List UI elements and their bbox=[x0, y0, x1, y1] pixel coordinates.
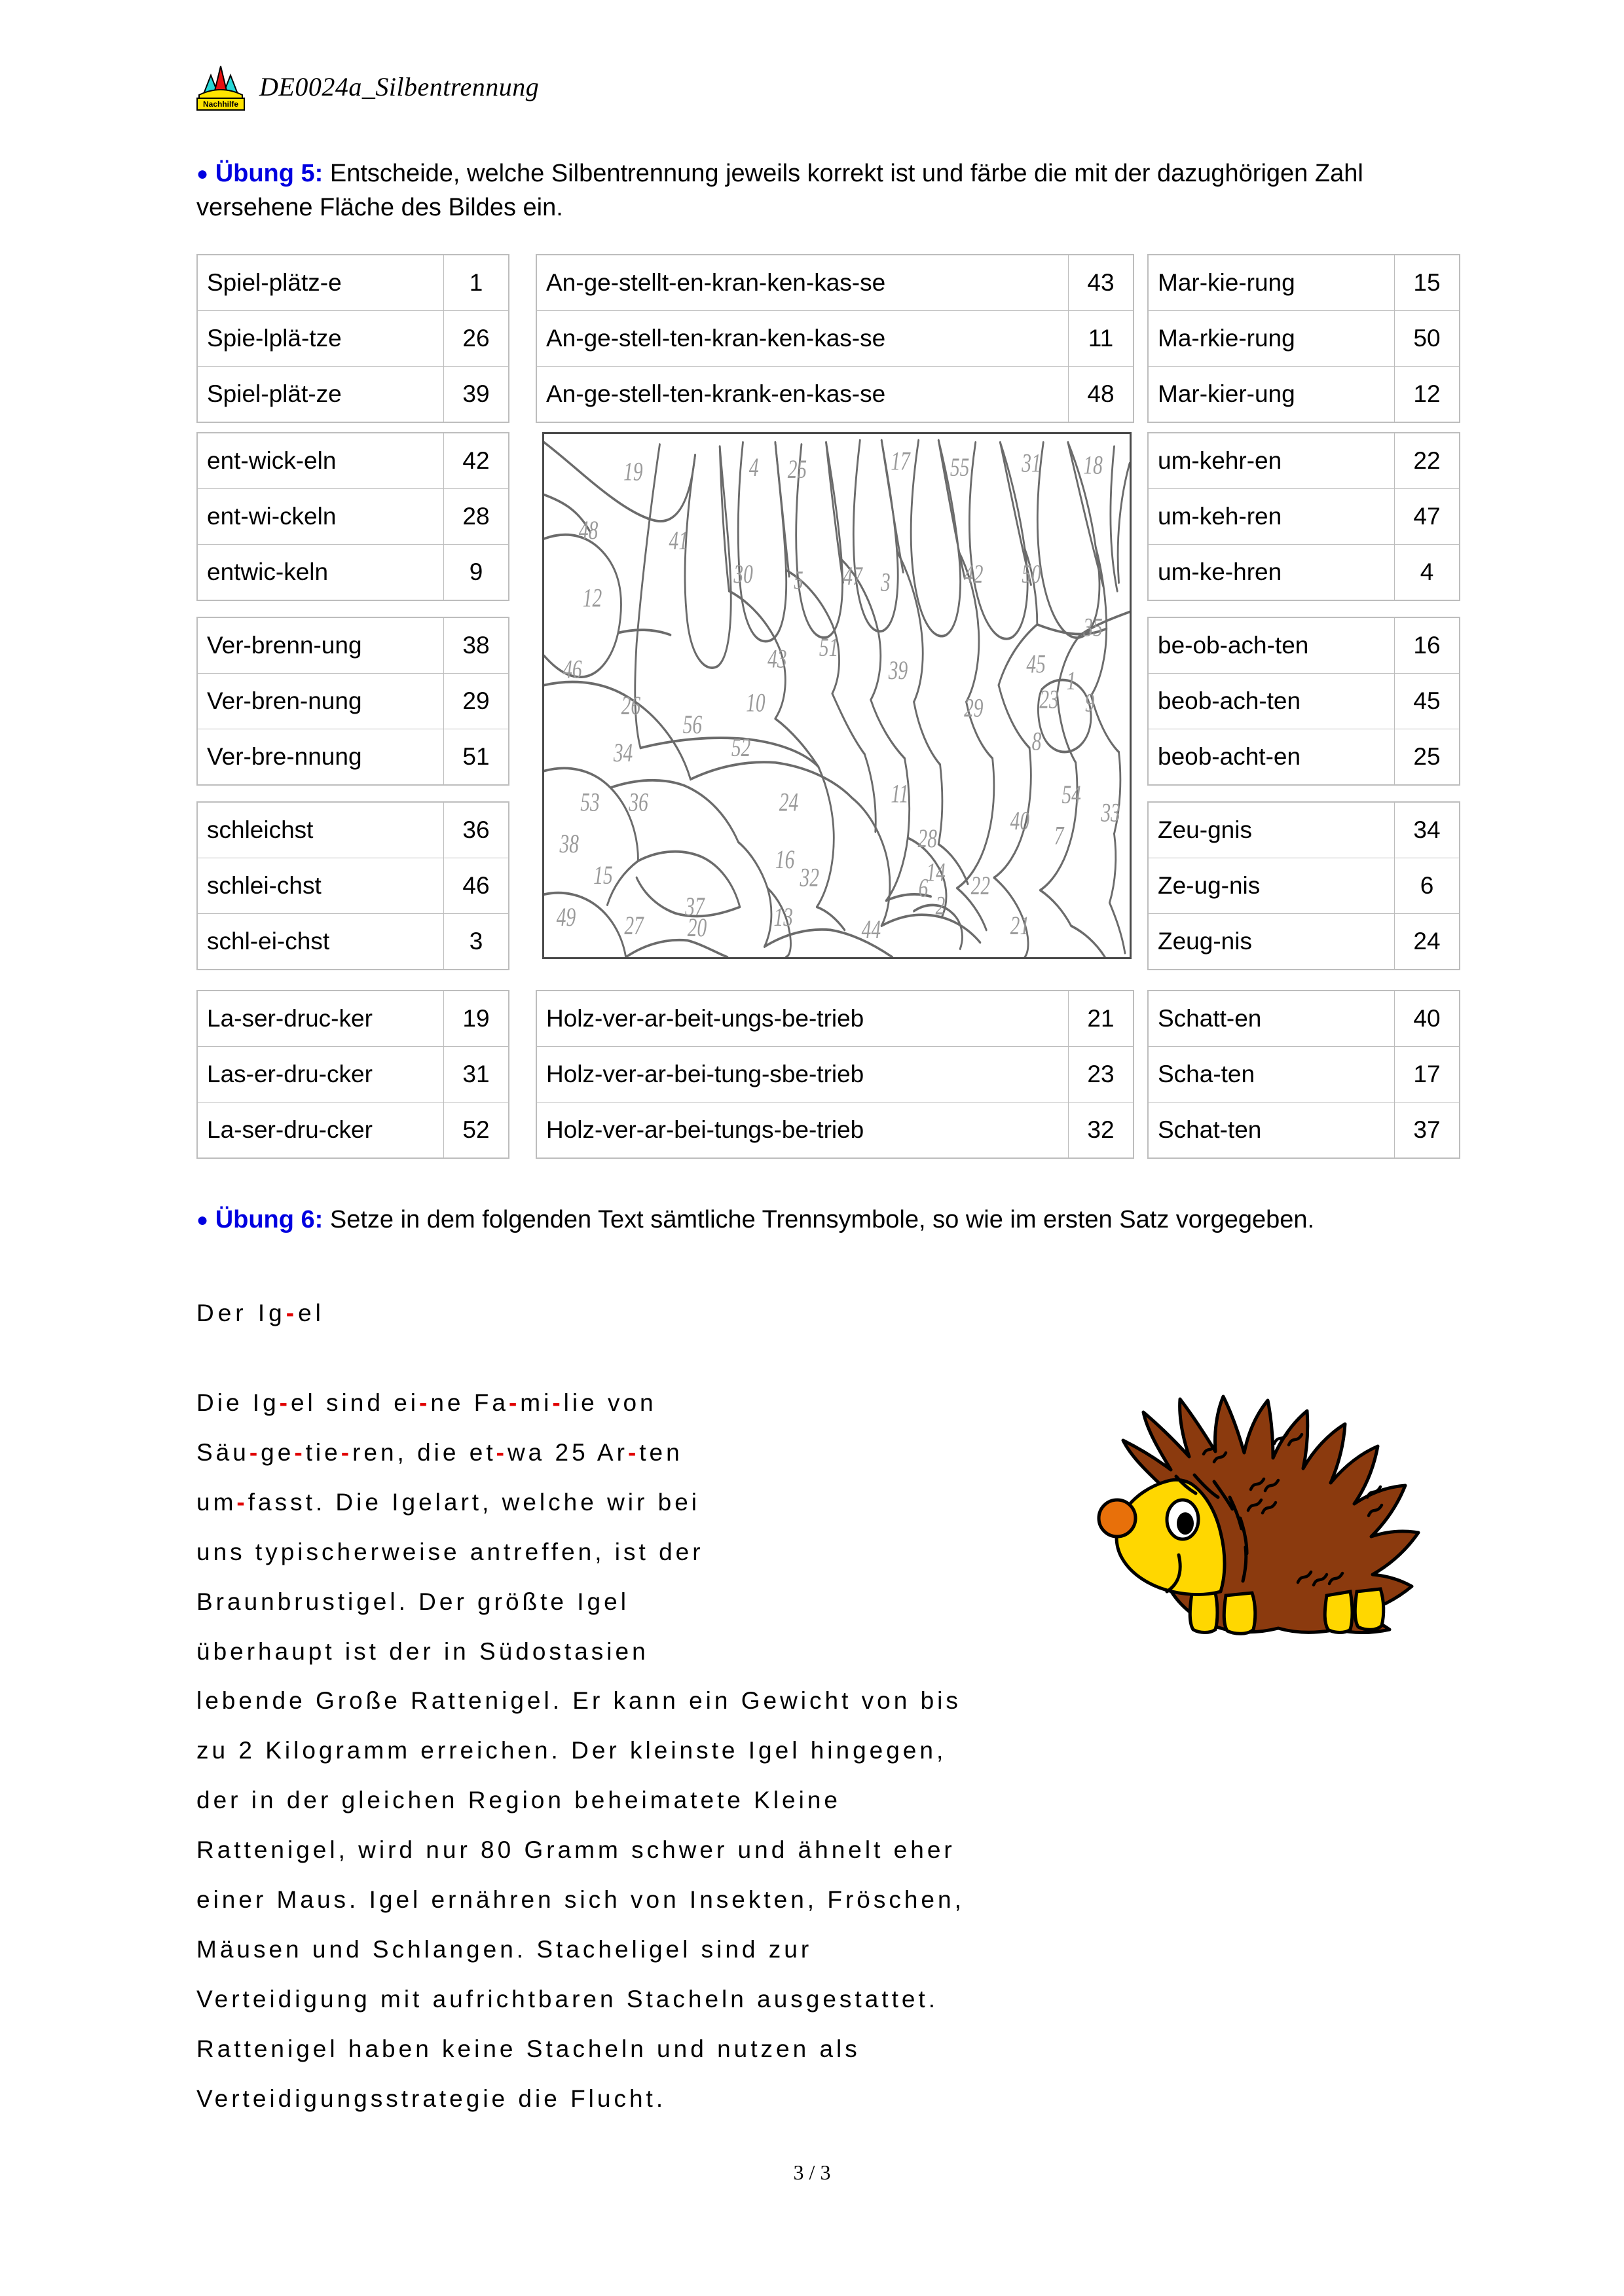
picture-region-number: 52 bbox=[731, 733, 751, 763]
picture-region-number: 11 bbox=[891, 779, 909, 809]
igel-line: der in der gleichen Region beheimatete Kleine bbox=[196, 1787, 841, 1813]
picture-region-number: 48 bbox=[578, 515, 599, 545]
picture-region-number: 43 bbox=[767, 644, 787, 674]
picture-region-number: 15 bbox=[593, 860, 613, 890]
igel-line-text: Die Ig bbox=[196, 1389, 280, 1416]
exercise-6-heading bbox=[196, 1203, 1460, 1237]
region-number[interactable]: 11 bbox=[1069, 311, 1134, 367]
table-verbrennung[interactable] bbox=[196, 617, 509, 786]
region-number[interactable]: 22 bbox=[1395, 433, 1460, 489]
picture-region-number: 16 bbox=[775, 845, 795, 875]
syllable-separator: - bbox=[294, 1439, 306, 1466]
region-number[interactable]: 28 bbox=[444, 489, 509, 545]
region-number[interactable]: 16 bbox=[1395, 617, 1460, 674]
picture-region-number: 12 bbox=[582, 583, 602, 613]
syllable-option[interactable]: Las-er-dru-cker bbox=[197, 1047, 444, 1102]
syllable-option[interactable]: ent-wick-eln bbox=[197, 433, 444, 489]
table-row[interactable] bbox=[536, 311, 1134, 367]
region-number[interactable]: 3 bbox=[444, 914, 509, 970]
region-number[interactable]: 17 bbox=[1395, 1047, 1460, 1102]
picture-region-number: 39 bbox=[888, 655, 908, 685]
syllable-option[interactable]: Holz-ver-ar-bei-tungs-be-trieb bbox=[536, 1102, 1069, 1159]
table-row[interactable] bbox=[197, 367, 509, 423]
table-row[interactable] bbox=[1148, 433, 1460, 489]
syllable-separator: - bbox=[236, 1489, 248, 1516]
picture-region-number: 22 bbox=[970, 871, 991, 901]
region-number[interactable]: 31 bbox=[444, 1047, 509, 1102]
igel-text-title bbox=[196, 1300, 325, 1327]
syllable-option[interactable]: Holz-ver-ar-bei-tung-sbe-trieb bbox=[536, 1047, 1069, 1102]
picture-region-number: 20 bbox=[687, 913, 707, 943]
region-number[interactable]: 37 bbox=[1395, 1102, 1460, 1159]
region-number[interactable]: 23 bbox=[1069, 1047, 1134, 1102]
igel-line bbox=[196, 1428, 1087, 1478]
document-title: DE0024a_Silbentrennung bbox=[259, 71, 540, 101]
syllable-option[interactable]: Zeug-nis bbox=[1148, 914, 1395, 970]
picture-region-number: 8 bbox=[1031, 727, 1042, 756]
syllable-option[interactable]: Zeu-gnis bbox=[1148, 802, 1395, 858]
region-number[interactable]: 50 bbox=[1395, 311, 1460, 367]
picture-region-number: 46 bbox=[563, 655, 582, 684]
region-number[interactable]: 52 bbox=[444, 1102, 509, 1159]
table-row[interactable] bbox=[536, 367, 1134, 423]
syllable-separator: - bbox=[249, 1439, 261, 1466]
table-laserdrucker[interactable] bbox=[196, 990, 509, 1159]
syllable-option[interactable]: Holz-ver-ar-beit-ungs-be-trieb bbox=[536, 991, 1069, 1047]
table-row[interactable] bbox=[197, 1102, 509, 1159]
igel-line: Verteidigungsstrategie die Flucht. bbox=[196, 2085, 667, 2112]
syllable-option[interactable]: beob-ach-ten bbox=[1148, 674, 1395, 729]
table-row[interactable] bbox=[1148, 489, 1460, 545]
syllable-option[interactable]: La-ser-dru-cker bbox=[197, 1102, 444, 1159]
table-row[interactable] bbox=[536, 991, 1134, 1047]
igel-line-text: tie bbox=[305, 1439, 341, 1466]
syllable-option[interactable]: schlei-chst bbox=[197, 858, 444, 914]
picture-region-number: 4 bbox=[748, 452, 759, 483]
syllable-option[interactable]: Ze-ug-nis bbox=[1148, 858, 1395, 914]
igel-title-prefix: Der Ig bbox=[196, 1300, 286, 1326]
region-number[interactable]: 26 bbox=[444, 311, 509, 367]
picture-region-number: 23 bbox=[1039, 685, 1059, 714]
syllable-option[interactable]: um-kehr-en bbox=[1148, 433, 1395, 489]
igel-line: Mäusen und Schlangen. Stacheligel sind zur bbox=[196, 1936, 813, 1963]
picture-region-number: 27 bbox=[624, 911, 644, 940]
picture-region-number: 38 bbox=[559, 829, 579, 859]
table-row[interactable] bbox=[1148, 545, 1460, 601]
syllable-option[interactable]: Schatt-en bbox=[1148, 991, 1395, 1047]
exercise-5-text: Entscheide, welche Silbentrennung jeweils korrekt ist und färbe die mit der dazughörigen Zahl versehene Fläche des Bildes ein. bbox=[196, 160, 1363, 221]
syllable-separator: - bbox=[496, 1439, 507, 1466]
table-row[interactable] bbox=[1148, 617, 1460, 674]
table-row[interactable] bbox=[536, 1047, 1134, 1102]
picture-region-number: 31 bbox=[1022, 448, 1041, 478]
picture-outline-svg bbox=[544, 434, 1130, 957]
syllable-option[interactable]: um-ke-hren bbox=[1148, 545, 1395, 601]
table-row[interactable] bbox=[1148, 1047, 1460, 1102]
table-row[interactable] bbox=[197, 914, 509, 970]
syllable-option[interactable]: An-ge-stell-ten-krank-en-kas-se bbox=[536, 367, 1069, 423]
region-number[interactable]: 42 bbox=[444, 433, 509, 489]
hedgehog-illustration bbox=[1054, 1358, 1447, 1640]
table-row[interactable] bbox=[197, 674, 509, 729]
igel-line: Rattenigel haben keine Stacheln und nutzen als bbox=[196, 2035, 860, 2062]
picture-region-number: 2 bbox=[935, 891, 946, 920]
table-row[interactable] bbox=[1148, 729, 1460, 786]
region-number[interactable]: 24 bbox=[1395, 914, 1460, 970]
igel-line-text: ren, die et bbox=[352, 1439, 496, 1466]
exercise-6-label: Übung 6: bbox=[215, 1206, 323, 1233]
picture-region-number: 45 bbox=[1026, 649, 1046, 679]
bullet-icon: ● bbox=[196, 163, 209, 185]
table-entwickeln[interactable] bbox=[196, 432, 509, 601]
syllable-option[interactable]: Scha-ten bbox=[1148, 1047, 1395, 1102]
picture-region-number: 50 bbox=[1022, 559, 1041, 589]
syllable-separator: - bbox=[552, 1389, 564, 1416]
region-number[interactable]: 15 bbox=[1395, 255, 1460, 311]
picture-region-number: 24 bbox=[779, 787, 799, 817]
syllable-option[interactable]: Ma-rkie-rung bbox=[1148, 311, 1395, 367]
table-row[interactable] bbox=[197, 729, 509, 786]
nachhilfe-logo-icon bbox=[196, 62, 245, 111]
table-row[interactable] bbox=[1148, 674, 1460, 729]
picture-region-number: 19 bbox=[623, 457, 643, 486]
syllable-option[interactable]: Ver-bre-nnung bbox=[197, 729, 444, 786]
picture-region-number: 41 bbox=[669, 526, 688, 555]
picture-region-number: 7 bbox=[1054, 821, 1064, 850]
picture-region-number: 51 bbox=[819, 632, 839, 662]
region-number[interactable]: 32 bbox=[1069, 1102, 1134, 1159]
syllable-option[interactable]: ent-wi-ckeln bbox=[197, 489, 444, 545]
syllable-option[interactable]: Spie-lplä-tze bbox=[197, 311, 444, 367]
table-row[interactable] bbox=[197, 489, 509, 545]
syllable-option[interactable]: schleichst bbox=[197, 802, 444, 858]
picture-region-number: 13 bbox=[773, 902, 793, 932]
igel-line bbox=[196, 1378, 1087, 1428]
picture-region-number: 29 bbox=[964, 693, 984, 723]
region-number[interactable]: 29 bbox=[444, 674, 509, 729]
syllable-option[interactable]: Ver-bren-nung bbox=[197, 674, 444, 729]
region-number[interactable]: 40 bbox=[1395, 991, 1460, 1047]
igel-line-text: el sind ei bbox=[290, 1389, 420, 1416]
syllable-option[interactable]: Spiel-plät-ze bbox=[197, 367, 444, 423]
picture-region-number: 6 bbox=[918, 873, 929, 903]
picture-region-number: 44 bbox=[861, 915, 881, 945]
syllable-option[interactable]: um-keh-ren bbox=[1148, 489, 1395, 545]
region-number[interactable]: 9 bbox=[444, 545, 509, 601]
region-number[interactable]: 34 bbox=[1395, 802, 1460, 858]
region-number[interactable]: 12 bbox=[1395, 367, 1460, 423]
picture-region-number: 3 bbox=[881, 568, 891, 597]
igel-text-body-marked bbox=[196, 1378, 1087, 1677]
igel-line-text: Braunbrustigel. Der größte Igel bbox=[196, 1588, 629, 1615]
page-header bbox=[196, 62, 539, 111]
table-row[interactable] bbox=[197, 545, 509, 601]
picture-region-number: 26 bbox=[621, 691, 641, 721]
igel-line-text: wa 25 Ar bbox=[507, 1439, 628, 1466]
region-number[interactable]: 36 bbox=[444, 802, 509, 858]
table-row[interactable] bbox=[1148, 367, 1460, 423]
table-row[interactable] bbox=[197, 858, 509, 914]
igel-line-text: ten bbox=[639, 1439, 683, 1466]
igel-line: zu 2 Kilogramm erreichen. Der kleinste Igel hingegen, bbox=[196, 1737, 947, 1764]
syllable-option[interactable]: Ver-brenn-ung bbox=[197, 617, 444, 674]
picture-region-number: 14 bbox=[926, 858, 946, 887]
region-number[interactable]: 45 bbox=[1395, 674, 1460, 729]
picture-region-number: 1 bbox=[1066, 666, 1077, 696]
picture-region-number: 34 bbox=[613, 738, 633, 768]
picture-region-number: 21 bbox=[1010, 911, 1030, 940]
region-number[interactable]: 4 bbox=[1395, 545, 1460, 601]
syllable-option[interactable]: La-ser-druc-ker bbox=[197, 991, 444, 1047]
igel-line-text: fasst. Die Igelart, welche wir bei bbox=[248, 1489, 700, 1516]
picture-region-number: 47 bbox=[843, 561, 862, 591]
picture-region-number: 36 bbox=[629, 787, 648, 817]
table-row[interactable] bbox=[1148, 255, 1460, 311]
table-row[interactable] bbox=[197, 1047, 509, 1102]
exercise-6-text: Setze in dem folgenden Text sämtliche Trennsymbole, so wie im ersten Satz vorgegeben. bbox=[323, 1206, 1315, 1233]
exercise-5-label: Übung 5: bbox=[215, 160, 323, 187]
table-row[interactable] bbox=[1148, 1102, 1460, 1159]
region-number[interactable]: 25 bbox=[1395, 729, 1460, 786]
region-number[interactable]: 1 bbox=[444, 255, 509, 311]
region-number[interactable]: 43 bbox=[1069, 255, 1134, 311]
picture-region-number: 37 bbox=[685, 892, 705, 922]
igel-line bbox=[196, 1478, 1087, 1527]
picture-region-number: 10 bbox=[746, 688, 766, 718]
syllable-separator: - bbox=[627, 1439, 640, 1466]
igel-line-text: uns typischerweise antreffen, ist der bbox=[196, 1539, 704, 1565]
table-umkehren[interactable] bbox=[1147, 432, 1460, 601]
picture-region-number: 30 bbox=[733, 559, 753, 589]
exercise-5-heading bbox=[196, 157, 1460, 225]
table-schleichst[interactable] bbox=[196, 801, 509, 970]
igel-line-text: mi bbox=[520, 1389, 553, 1416]
syllable-separator: - bbox=[419, 1389, 431, 1416]
table-row[interactable] bbox=[1148, 914, 1460, 970]
table-row[interactable] bbox=[197, 311, 509, 367]
region-number[interactable]: 39 bbox=[444, 367, 509, 423]
table-row[interactable] bbox=[197, 433, 509, 489]
table-row[interactable] bbox=[536, 1102, 1134, 1159]
syllable-separator: - bbox=[341, 1439, 353, 1466]
picture-region-number: 9 bbox=[1084, 688, 1095, 718]
syllable-option[interactable]: Mar-kier-ung bbox=[1148, 367, 1395, 423]
picture-region-number: 25 bbox=[787, 454, 807, 484]
igel-line-text: Säu bbox=[196, 1439, 249, 1466]
picture-region-number: 53 bbox=[580, 787, 600, 817]
picture-region-number: 42 bbox=[964, 559, 984, 589]
region-number[interactable]: 47 bbox=[1395, 489, 1460, 545]
igel-title-suffix: el bbox=[298, 1300, 325, 1326]
table-holzverarbeitungsbetrieb[interactable] bbox=[536, 990, 1134, 1159]
table-row[interactable] bbox=[197, 802, 509, 858]
syllable-option[interactable]: schl-ei-chst bbox=[197, 914, 444, 970]
picture-region-number: 28 bbox=[917, 824, 937, 854]
picture-region-number: 5 bbox=[794, 566, 803, 595]
table-row[interactable] bbox=[536, 255, 1134, 311]
hedgehog-svg bbox=[1054, 1358, 1447, 1640]
table-schatten[interactable] bbox=[1147, 990, 1460, 1159]
table-angestelltenkrankenkasse[interactable] bbox=[536, 254, 1134, 423]
coloring-picture[interactable] bbox=[542, 432, 1132, 959]
syllable-option[interactable]: An-ge-stellt-en-kran-ken-kas-se bbox=[536, 255, 1069, 311]
table-spielplaetze[interactable] bbox=[196, 254, 509, 423]
table-beobachten[interactable] bbox=[1147, 617, 1460, 786]
syllable-separator: - bbox=[286, 1300, 299, 1326]
region-number[interactable]: 19 bbox=[444, 991, 509, 1047]
igel-line-text: ne Fa bbox=[430, 1389, 509, 1416]
igel-line: Rattenigel, wird nur 80 Gramm schwer und ähnelt eher bbox=[196, 1836, 955, 1863]
picture-region-number: 18 bbox=[1083, 450, 1103, 480]
picture-region-number: 35 bbox=[1083, 613, 1103, 642]
igel-line-text: ge bbox=[261, 1439, 295, 1466]
table-row[interactable] bbox=[1148, 802, 1460, 858]
picture-region-number: 55 bbox=[950, 452, 970, 483]
logo-label: Nachhilfe bbox=[196, 98, 245, 111]
table-zeugnis[interactable] bbox=[1147, 801, 1460, 970]
page-footer bbox=[0, 2160, 1624, 2185]
region-number[interactable]: 6 bbox=[1395, 858, 1460, 914]
igel-line-text: um bbox=[196, 1489, 237, 1516]
page-number: 3 / 3 bbox=[793, 2160, 831, 2184]
syllable-separator: - bbox=[279, 1389, 291, 1416]
table-markierung[interactable] bbox=[1147, 254, 1460, 423]
syllable-option[interactable]: Schat-ten bbox=[1148, 1102, 1395, 1159]
picture-region-number: 54 bbox=[1061, 780, 1081, 810]
igel-line bbox=[196, 1627, 1087, 1677]
bullet-icon: ● bbox=[196, 1209, 209, 1231]
picture-region-number: 49 bbox=[556, 902, 576, 932]
picture-region-number: 17 bbox=[891, 446, 910, 476]
syllable-option[interactable]: beob-acht-en bbox=[1148, 729, 1395, 786]
syllable-option[interactable]: Spiel-plätz-e bbox=[197, 255, 444, 311]
igel-text-body-plain bbox=[196, 1676, 1460, 2124]
table-row[interactable] bbox=[197, 991, 509, 1047]
plain-lines-container bbox=[196, 1676, 1460, 2124]
igel-line-text: überhaupt ist der in Südostasien bbox=[196, 1638, 649, 1665]
igel-line bbox=[196, 1527, 1087, 1577]
igel-line: Verteidigung mit aufrichtbaren Stacheln ausgestattet. bbox=[196, 1986, 938, 2013]
table-row[interactable] bbox=[1148, 858, 1460, 914]
table-row[interactable] bbox=[1148, 311, 1460, 367]
table-row[interactable] bbox=[197, 617, 509, 674]
region-number[interactable]: 46 bbox=[444, 858, 509, 914]
syllable-option[interactable]: An-ge-stell-ten-kran-ken-kas-se bbox=[536, 311, 1069, 367]
syllable-option[interactable]: be-ob-ach-ten bbox=[1148, 617, 1395, 674]
igel-line: einer Maus. Igel ernähren sich von Insekten, Fröschen, bbox=[196, 1886, 965, 1913]
syllable-separator: - bbox=[508, 1389, 521, 1416]
region-number[interactable]: 21 bbox=[1069, 991, 1134, 1047]
picture-region-number: 32 bbox=[800, 863, 819, 892]
region-number[interactable]: 48 bbox=[1069, 367, 1134, 423]
picture-region-number: 33 bbox=[1101, 797, 1120, 828]
marked-lines-container bbox=[196, 1378, 1087, 1677]
syllable-option[interactable]: Mar-kie-rung bbox=[1148, 255, 1395, 311]
picture-region-number: 40 bbox=[1010, 806, 1030, 836]
region-number[interactable]: 51 bbox=[444, 729, 509, 786]
table-row[interactable] bbox=[197, 255, 509, 311]
table-row[interactable] bbox=[1148, 991, 1460, 1047]
igel-line-text: lie von bbox=[563, 1389, 657, 1416]
picture-region-number: 56 bbox=[682, 710, 703, 740]
region-number[interactable]: 38 bbox=[444, 617, 509, 674]
syllable-option[interactable]: entwic-keln bbox=[197, 545, 444, 601]
igel-line: lebende Große Rattenigel. Er kann ein Gewicht von bis bbox=[196, 1687, 961, 1714]
igel-line bbox=[196, 1577, 1087, 1627]
